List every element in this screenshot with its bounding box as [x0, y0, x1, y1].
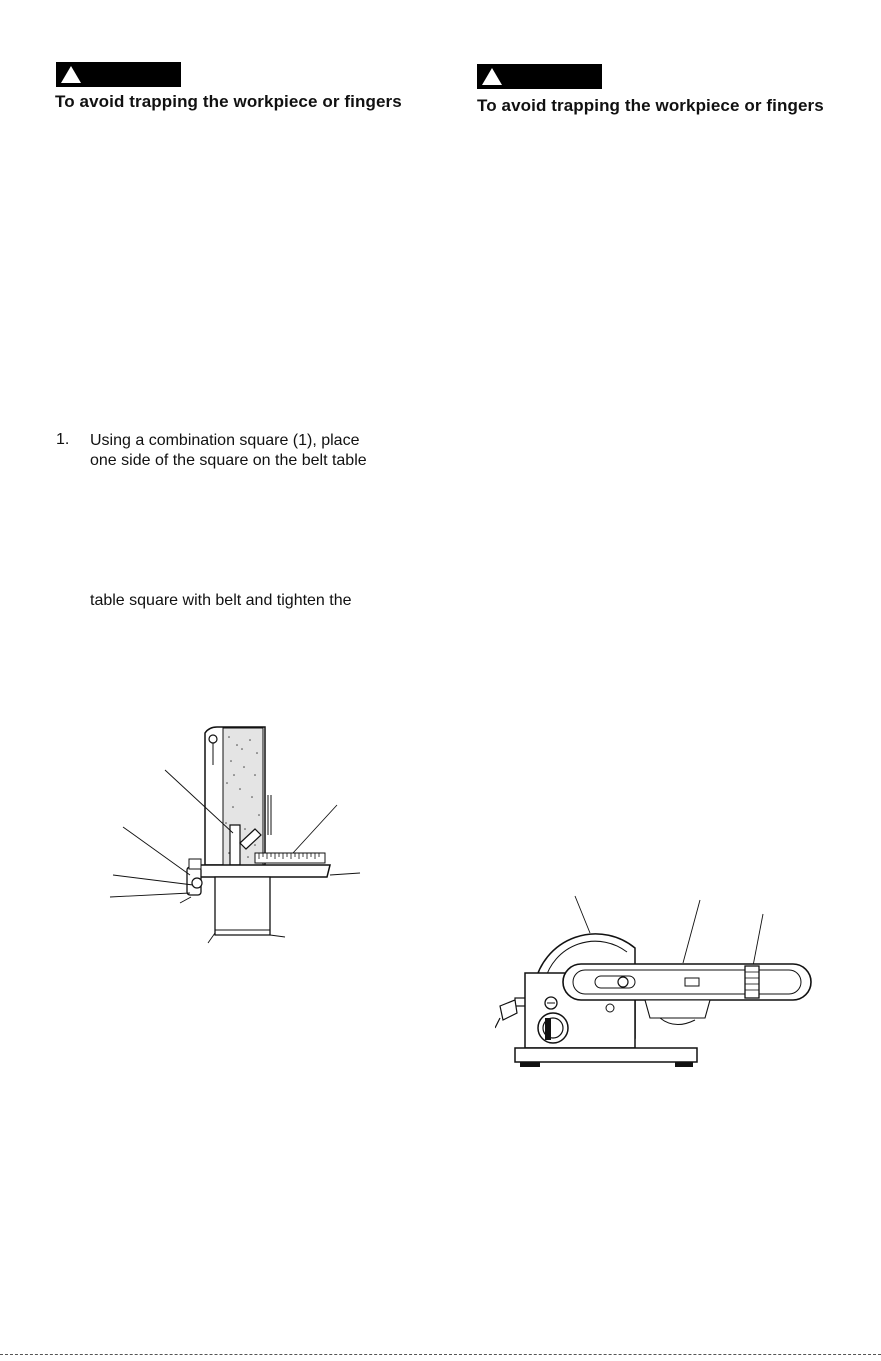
- warning-heading-left: To avoid trapping the workpiece or fingers: [55, 92, 402, 111]
- belt-table-diagram: [105, 725, 375, 950]
- warning-triangle-icon: [481, 67, 503, 86]
- warning-banner-left: [56, 62, 181, 87]
- page-bottom-rule: [0, 1354, 881, 1355]
- step-line-3: table square with belt and tighten the: [90, 592, 352, 609]
- step-line-1: Using a combination square (1), place: [90, 432, 360, 449]
- step-line-2: one side of the square on the belt table: [90, 452, 367, 469]
- warning-triangle-icon: [60, 65, 82, 84]
- warning-banner-right: [477, 64, 602, 89]
- belt-disc-sander-diagram: [495, 888, 815, 1073]
- warning-heading-right: To avoid trapping the workpiece or fingers: [477, 96, 824, 115]
- step-number: 1.: [56, 431, 70, 448]
